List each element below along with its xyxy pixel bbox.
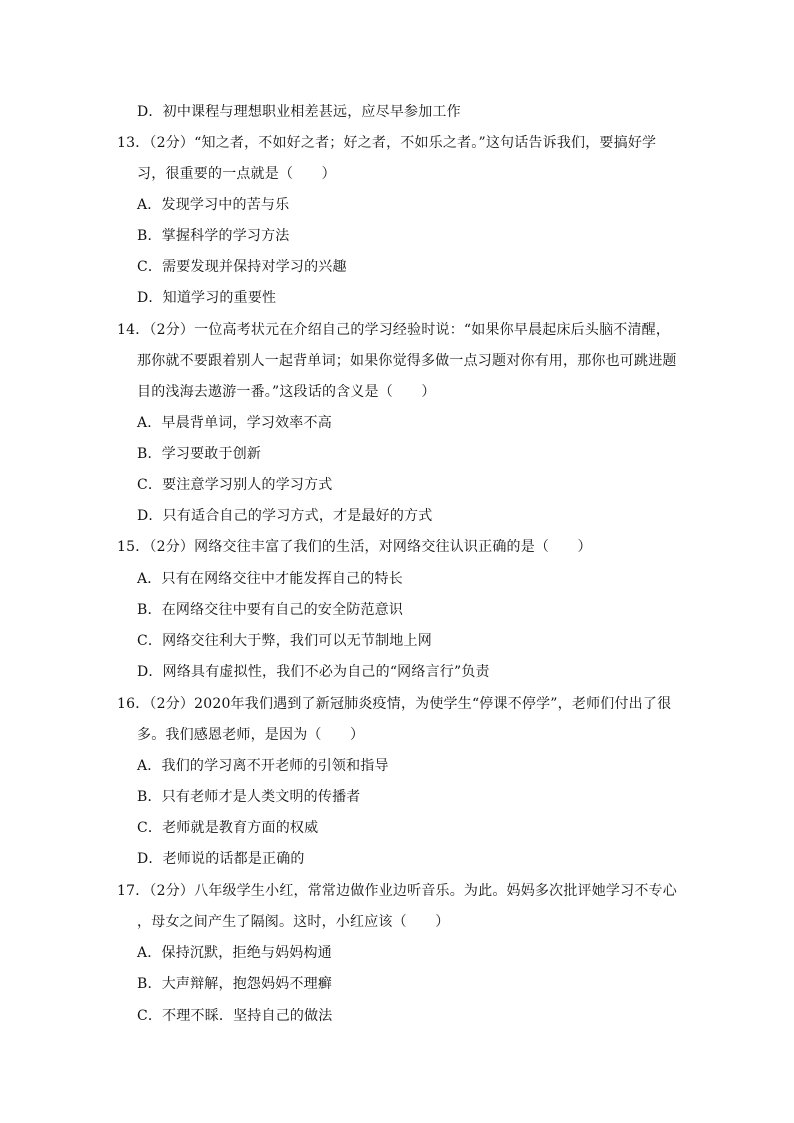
option-q16-a: A．我们的学习离不开老师的引领和指导: [137, 758, 389, 774]
option-q16-d: D．老师说的话都是正确的: [137, 851, 305, 867]
option-q15-d: D．网络具有虚拟性，我们不必为自己的“网络言行”负责: [137, 664, 490, 680]
question-15-stem: 15．（2分）网络交往丰富了我们的生活，对网络交往认识正确的是（ ）: [117, 539, 592, 555]
option-q13-d: D．知道学习的重要性: [137, 290, 277, 306]
option-q17-a: A．保持沉默，拒绝与妈妈构通: [137, 945, 332, 961]
option-q14-b: B．学习要敢于创新: [137, 446, 262, 462]
question-14-stem: 14．（2分）一位高考状元在介绍自己的学习经验时说：“如果你早晨起床后头脑不清醒，: [117, 322, 671, 338]
question-14-stem-cont: 目的浅海去遨游一番。”这段话的含义是（ ）: [137, 384, 436, 400]
question-16-stem-cont: 多。我们感恩老师，是因为（ ）: [137, 727, 365, 743]
option-q14-d: D．只有适合自己的学习方式，才是最好的方式: [137, 508, 433, 524]
question-13-stem-cont: 习，很重要的一点就是（ ）: [137, 166, 336, 182]
option-q16-c: C．老师就是教育方面的权威: [137, 820, 319, 836]
question-17-stem: 17．（2分）八年级学生小红，常常边做作业边听音乐。为此。妈妈多次批评她学习不专心: [117, 883, 677, 899]
option-q14-c: C．要注意学习别人的学习方式: [137, 477, 333, 493]
option-q12-d: D．初中课程与理想职业相差甚远，应尽早参加工作: [137, 104, 461, 120]
option-q15-a: A．只有在网络交往中才能发挥自己的特长: [137, 571, 403, 587]
option-q17-c: C．不理不睬．坚持自己的做法: [137, 1008, 333, 1024]
option-q15-b: B．在网络交往中要有自己的安全防范意识: [137, 602, 404, 618]
option-q17-b: B．大声辩解，抱怨妈妈不理癣: [137, 976, 333, 992]
option-q13-a: A．发现学习中的苦与乐: [137, 197, 290, 213]
option-q13-b: B．掌握科学的学习方法: [137, 228, 290, 244]
question-14-stem-cont: 那你就不要跟着别人一起背单词；如果你觉得多做一点习题对你有用，那你也可跳进题: [137, 353, 677, 369]
question-13-stem: 13．（2分）“知之者，不如好之者；好之者，不如乐之者。”这句话告诉我们，要搞好学: [117, 135, 657, 151]
option-q15-c: C．网络交往利大于弊，我们可以无节制地上网: [137, 633, 432, 649]
question-16-stem: 16．（2分）2020年我们遇到了新冠肺炎疫情，为使学生“停课不停学”，老师们付出了很: [117, 696, 672, 712]
question-17-stem-cont: ，母女之间产生了隔阂。这时，小红应该（ ）: [137, 914, 450, 930]
option-q13-c: C．需要发现并保持对学习的兴趣: [137, 259, 347, 275]
option-q14-a: A．早晨背单词，学习效率不高: [137, 415, 332, 431]
option-q16-b: B．只有老师才是人类文明的传播者: [137, 789, 361, 805]
